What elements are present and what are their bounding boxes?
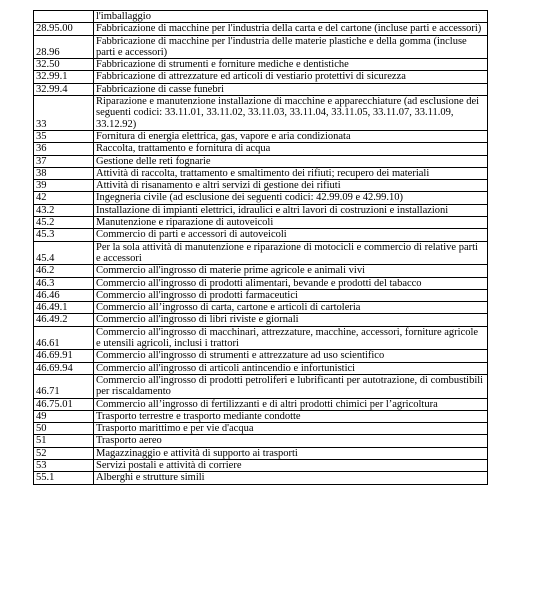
table-row [34, 59, 488, 71]
activity-code-cell [34, 11, 94, 23]
activity-description-cell: Installazione di impianti elettrici, idraulici e altri lavori di costruzioni e installazioni [94, 204, 488, 216]
activity-code-cell: 45.2 [34, 217, 94, 229]
activity-description-cell: Trasporto terrestre e trasporto mediante condotte [94, 410, 488, 422]
activity-code-cell: 36 [34, 143, 94, 155]
activity-description-cell: Servizi postali e attività di corriere [94, 459, 488, 471]
table-row [34, 447, 488, 459]
table-row [34, 277, 488, 289]
table-row [34, 302, 488, 314]
activity-code-cell: 45.4 [34, 241, 94, 265]
activity-code-cell: 46.69.94 [34, 362, 94, 374]
activity-code-cell: 53 [34, 459, 94, 471]
activity-description-cell: Riparazione e manutenzione installazione di macchine e apparecchiature (ad esclusione dei seguenti codici: 33.11.01, 33.11.02, 33.11.03, 33.11.04, 33.11.05, 33.11.07, 33.11.09, 33.12.92) [94, 96, 488, 131]
table-row [34, 35, 488, 59]
activity-description-cell: l'imballaggio [94, 11, 488, 23]
ateco-codes-table [33, 10, 488, 485]
activity-code-cell: 51 [34, 435, 94, 447]
activity-description-cell: Magazzinaggio e attività di supporto ai trasporti [94, 447, 488, 459]
table-row [34, 326, 488, 350]
activity-description-cell: Commercio all'ingrosso di prodotti farmaceutici [94, 289, 488, 301]
activity-description-cell: Ingegneria civile (ad esclusione dei seguenti codici: 42.99.09 e 42.99.10) [94, 192, 488, 204]
activity-description-cell: Commercio all'ingrosso di articoli antincendio e infortunistici [94, 362, 488, 374]
activity-code-cell: 42 [34, 192, 94, 204]
activity-description-cell: Commercio all'ingrosso di libri riviste e giornali [94, 314, 488, 326]
table-row [34, 423, 488, 435]
activity-code-cell: 46.75.01 [34, 398, 94, 410]
activity-description-cell: Attività di raccolta, trattamento e smaltimento dei rifiuti; recupero dei materiali [94, 167, 488, 179]
table-row [34, 241, 488, 265]
table-row [34, 350, 488, 362]
activity-code-cell: 46.3 [34, 277, 94, 289]
table-row [34, 289, 488, 301]
activity-description-cell: Commercio all'ingrosso di materie prime agricole e animali vivi [94, 265, 488, 277]
activity-description-cell: Commercio all’ingrosso di fertilizzanti e di altri prodotti chimici per l’agricoltura [94, 398, 488, 410]
table-row [34, 23, 488, 35]
activity-description-cell: Fabbricazione di macchine per l'industria della carta e del cartone (incluse parti e accessori) [94, 23, 488, 35]
table-row [34, 143, 488, 155]
activity-description-cell: Trasporto aereo [94, 435, 488, 447]
activity-code-cell: 46.2 [34, 265, 94, 277]
table-row [34, 229, 488, 241]
activity-description-cell: Alberghi e strutture simili [94, 472, 488, 484]
activity-code-cell: 46.69.91 [34, 350, 94, 362]
table-row [34, 217, 488, 229]
table-row [34, 204, 488, 216]
activity-description-cell: Attività di risanamento e altri servizi di gestione dei rifiuti [94, 180, 488, 192]
activity-description-cell: Trasporto marittimo e per vie d'acqua [94, 423, 488, 435]
table-row [34, 130, 488, 142]
activity-description-cell: Fabbricazione di strumenti e forniture mediche e dentistiche [94, 59, 488, 71]
ateco-table-body [34, 11, 488, 485]
table-row [34, 472, 488, 484]
table-row [34, 192, 488, 204]
activity-code-cell: 28.96 [34, 35, 94, 59]
table-row [34, 96, 488, 131]
activity-description-cell: Raccolta, trattamento e fornitura di acqua [94, 143, 488, 155]
activity-code-cell: 28.95.00 [34, 23, 94, 35]
activity-description-cell: Commercio all'ingrosso di macchinari, attrezzature, macchine, accessori, forniture agricole e utensili agricoli, inclusi i trattori [94, 326, 488, 350]
activity-code-cell: 46.71 [34, 374, 94, 398]
activity-description-cell: Manutenzione e riparazione di autoveicoli [94, 217, 488, 229]
activity-code-cell: 32.99.1 [34, 71, 94, 83]
activity-description-cell: Commercio all’ingrosso di carta, cartone e articoli di cartoleria [94, 302, 488, 314]
table-row [34, 410, 488, 422]
activity-code-cell: 38 [34, 167, 94, 179]
table-row [34, 83, 488, 95]
activity-description-cell: Commercio all'ingrosso di prodotti petroliferi e lubrificanti per autotrazione, di combustibili per riscaldamento [94, 374, 488, 398]
activity-code-cell: 32.99.4 [34, 83, 94, 95]
activity-description-cell: Fabbricazione di attrezzature ed articoli di vestiario protettivi di sicurezza [94, 71, 488, 83]
table-row [34, 265, 488, 277]
activity-code-cell: 43.2 [34, 204, 94, 216]
activity-code-cell: 32.50 [34, 59, 94, 71]
activity-code-cell: 46.49.2 [34, 314, 94, 326]
table-row [34, 314, 488, 326]
activity-code-cell: 39 [34, 180, 94, 192]
activity-description-cell: Commercio di parti e accessori di autoveicoli [94, 229, 488, 241]
activity-code-cell: 46.46 [34, 289, 94, 301]
activity-description-cell: Commercio all'ingrosso di prodotti alimentari, bevande e prodotti del tabacco [94, 277, 488, 289]
table-row [34, 435, 488, 447]
activity-code-cell: 45.3 [34, 229, 94, 241]
activity-code-cell: 33 [34, 96, 94, 131]
table-row [34, 71, 488, 83]
activity-code-cell: 46.49.1 [34, 302, 94, 314]
activity-code-cell: 35 [34, 130, 94, 142]
activity-code-cell: 52 [34, 447, 94, 459]
table-row [34, 374, 488, 398]
table-row [34, 11, 488, 23]
activity-code-cell: 49 [34, 410, 94, 422]
table-row [34, 167, 488, 179]
activity-description-cell: Fabbricazione di macchine per l'industria delle materie plastiche e della gomma (incluse parti e accessori) [94, 35, 488, 59]
activity-code-cell: 55.1 [34, 472, 94, 484]
activity-description-cell: Fabbricazione di casse funebri [94, 83, 488, 95]
table-row [34, 180, 488, 192]
activity-code-cell: 50 [34, 423, 94, 435]
activity-description-cell: Per la sola attività di manutenzione e riparazione di motocicli e commercio di relative parti e accessori [94, 241, 488, 265]
activity-description-cell: Commercio all'ingrosso di strumenti e attrezzature ad uso scientifico [94, 350, 488, 362]
activity-code-cell: 37 [34, 155, 94, 167]
activity-code-cell: 46.61 [34, 326, 94, 350]
table-row [34, 459, 488, 471]
activity-description-cell: Fornitura di energia elettrica, gas, vapore e aria condizionata [94, 130, 488, 142]
table-row [34, 155, 488, 167]
activity-description-cell: Gestione delle reti fognarie [94, 155, 488, 167]
table-row [34, 398, 488, 410]
table-row [34, 362, 488, 374]
